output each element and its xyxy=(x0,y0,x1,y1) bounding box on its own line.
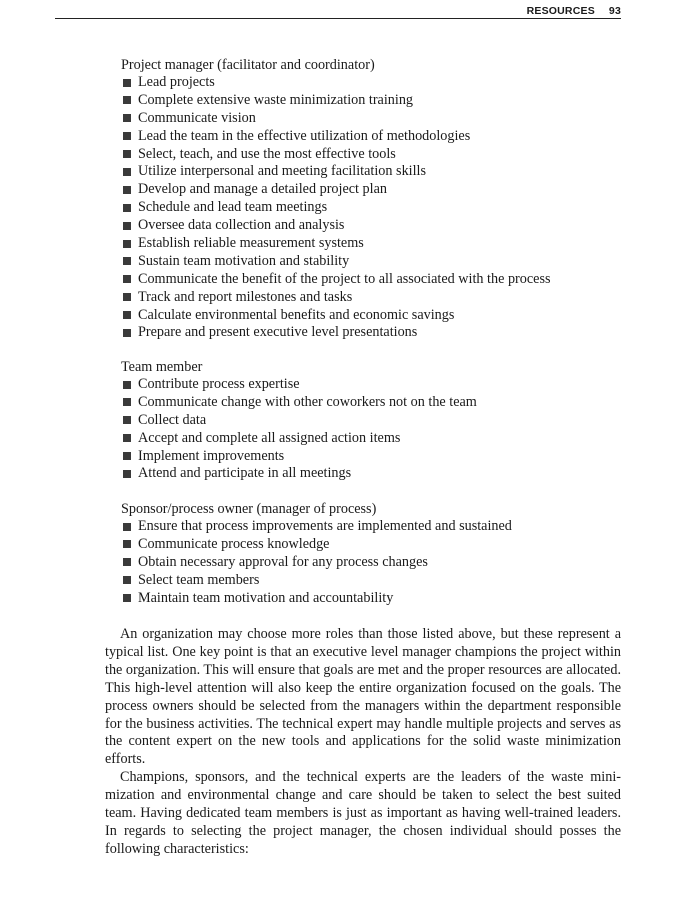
square-bullet-icon xyxy=(123,150,131,158)
bullet-list xyxy=(121,376,621,483)
list-item: Schedule and lead team meetings xyxy=(121,199,621,217)
list-item: Contribute process expertise xyxy=(121,376,621,394)
list-item: Utilize interpersonal and meeting facilitation skills xyxy=(121,163,621,181)
square-bullet-icon xyxy=(123,96,131,104)
list-item: Sustain team motivation and stability xyxy=(121,253,621,271)
square-bullet-icon xyxy=(123,222,131,230)
square-bullet-icon xyxy=(123,470,131,478)
square-bullet-icon xyxy=(123,204,131,212)
square-bullet-icon xyxy=(123,594,131,602)
list-item: Ensure that process improvements are implemented and sustained xyxy=(121,518,621,536)
paragraph: An organization may choose more roles than those listed above, but these represent a typical list. One key point is that an executive level manager champions the project within the organization. This will ensure that goals are met and the proper resources are allocated. This high-level attention will also keep the entire organization focused on the goals. The process owners should be selected from the managers within the department responsible for the business activities. The technical expert may handle multiple projects and serves as the content expert on the new tools and applications for the solid waste minimization efforts. xyxy=(105,626,621,768)
list-item: Communicate process knowledge xyxy=(121,536,621,554)
square-bullet-icon xyxy=(123,558,131,566)
list-item: Lead the team in the effective utilization of methodologies xyxy=(121,128,621,146)
running-header xyxy=(55,4,621,19)
list-item: Develop and manage a detailed project plan xyxy=(121,181,621,199)
square-bullet-icon xyxy=(123,114,131,122)
square-bullet-icon xyxy=(123,434,131,442)
square-bullet-icon xyxy=(123,311,131,319)
square-bullet-icon xyxy=(123,523,131,531)
square-bullet-icon xyxy=(123,416,131,424)
section-sponsor-process-owner xyxy=(121,500,621,607)
list-item: Communicate the benefit of the project to all associated with the process xyxy=(121,271,621,289)
section-heading: Sponsor/process owner (manager of process) xyxy=(121,501,377,517)
square-bullet-icon xyxy=(123,168,131,176)
list-item: Complete extensive waste minimization training xyxy=(121,92,621,110)
square-bullet-icon xyxy=(123,452,131,460)
square-bullet-icon xyxy=(123,257,131,265)
list-item: Maintain team motivation and accountability xyxy=(121,590,621,608)
list-item: Communicate vision xyxy=(121,110,621,128)
section-team-member xyxy=(121,358,621,483)
square-bullet-icon xyxy=(123,293,131,301)
bullet-list xyxy=(121,518,621,607)
list-item: Establish reliable measurement systems xyxy=(121,235,621,253)
section-project-manager xyxy=(121,56,621,342)
list-item: Implement improvements xyxy=(121,448,621,466)
list-item: Calculate environmental benefits and economic savings xyxy=(121,307,621,325)
list-item: Select team members xyxy=(121,572,621,590)
list-item: Select, teach, and use the most effective tools xyxy=(121,146,621,164)
page-number: 93 xyxy=(608,5,621,17)
list-item: Oversee data collection and analysis xyxy=(121,217,621,235)
list-item: Obtain necessary approval for any process changes xyxy=(121,554,621,572)
square-bullet-icon xyxy=(123,398,131,406)
square-bullet-icon xyxy=(123,329,131,337)
square-bullet-icon xyxy=(123,240,131,248)
square-bullet-icon xyxy=(123,186,131,194)
bullet-list xyxy=(121,74,621,342)
square-bullet-icon xyxy=(123,576,131,584)
square-bullet-icon xyxy=(123,132,131,140)
list-item: Accept and complete all assigned action items xyxy=(121,430,621,448)
running-title: RESOURCES xyxy=(526,5,595,17)
list-item: Attend and participate in all meetings xyxy=(121,465,621,483)
list-item: Track and report milestones and tasks xyxy=(121,289,621,307)
list-item: Prepare and present executive level presentations xyxy=(121,324,621,342)
list-item: Communicate change with other coworkers not on the team xyxy=(121,394,621,412)
section-heading: Project manager (facilitator and coordinator) xyxy=(121,57,375,73)
square-bullet-icon xyxy=(123,381,131,389)
square-bullet-icon xyxy=(123,540,131,548)
body-text xyxy=(105,626,621,859)
paragraph: Champions, sponsors, and the technical experts are the leaders of the waste minimization and environmental change and care should be taken to select the best suited team. Having dedicated team members is just as important as having well-trained leaders. In regards to selecting the project manager, the chosen individual should posses the following characteristics: xyxy=(105,769,621,857)
list-item: Collect data xyxy=(121,412,621,430)
square-bullet-icon xyxy=(123,79,131,87)
section-heading: Team member xyxy=(121,359,203,375)
square-bullet-icon xyxy=(123,275,131,283)
list-item: Lead projects xyxy=(121,74,621,92)
